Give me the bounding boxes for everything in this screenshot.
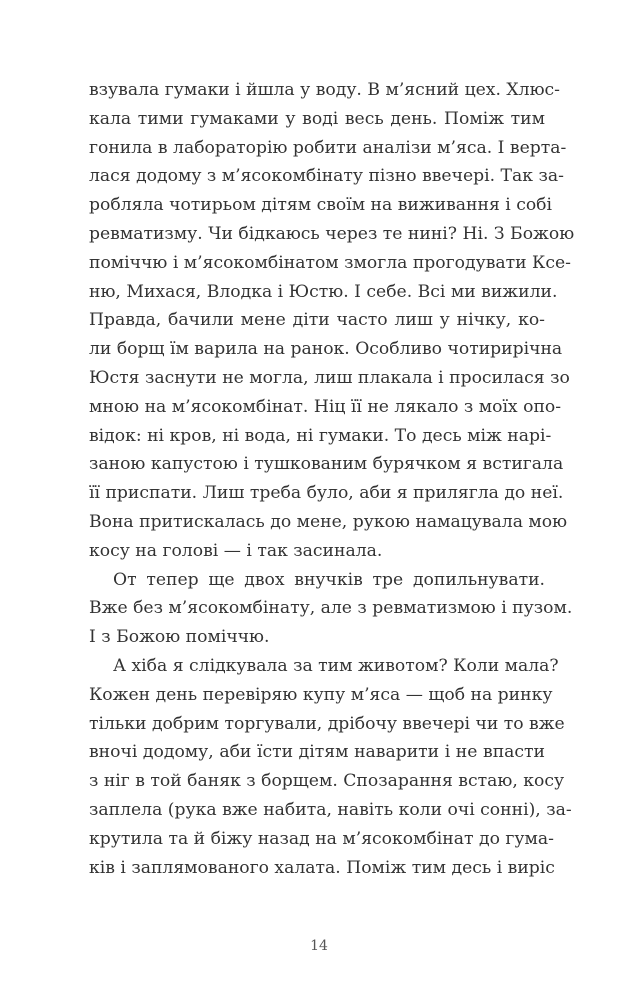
text-line: Правда, бачили мене діти часто лиш у нічку, ко-: [89, 310, 545, 331]
text-line: І з Божою поміччю.: [89, 627, 270, 648]
text-line: гонила в лабораторію робити аналізи м’яса. І верта-: [89, 137, 567, 158]
text-line: відок: ні кров, ні вода, ні гумаки. То десь між нарі-: [89, 425, 552, 446]
text-line: ли борщ їм варила на ранок. Особливо чотирирічна: [89, 339, 563, 360]
text-line: А хіба я слідкувала за тим животом? Коли мала?: [113, 655, 559, 676]
text-line: ню, Михася, Влодка і Юстю. І себе. Всі ми вижили.: [89, 281, 558, 302]
text-line: заною капустою і тушкованим бурячком я встигала: [89, 454, 564, 475]
text-line: тільки добрим торгували, дрібочу ввечері чи то вже: [89, 713, 565, 734]
text-line: ревматизму. Чи бідкаюсь через те нині? Ні. З Божою: [89, 223, 575, 244]
text-line: кала тими гумаками у воді весь день. Поміж тим: [89, 108, 545, 129]
text-line: крутила та й біжу назад на м’ясокомбінат до гума-: [89, 828, 554, 849]
text-line: От тепер ще двох внучків тре допильнувати.: [113, 569, 545, 590]
text-line: Юстя заснути не могла, лиш плакала і просилася зо: [89, 367, 570, 388]
text-line: косу на голові — і так засинала.: [89, 540, 383, 561]
text-line: лася додому з м’ясокомбінату пізно ввечері. Так за-: [89, 166, 564, 187]
text-line: вночі додому, аби їсти дітям наварити і не впасти: [89, 742, 545, 763]
text-line: Кожен день перевіряю купу м’яса — щоб на ринку: [89, 684, 553, 705]
text-line: взувала гумаки і йшла у воду. В м’ясний цех. Хлюс-: [89, 80, 560, 100]
text-line: її приспати. Лиш треба було, аби я прилягла до неї.: [89, 483, 564, 504]
page-number: 14: [310, 938, 328, 954]
page-body: [89, 76, 575, 882]
text-line: поміччю і м’ясокомбінатом змогла прогодувати Ксе-: [89, 252, 571, 273]
text-line: з ніг в той баняк з борщем. Спозарання встаю, косу: [89, 771, 565, 792]
text-line: Вже без м’ясокомбінату, але з ревматизмою і пузом.: [89, 598, 573, 619]
text-line: заплела (рука вже набита, навіть коли очі сонні), за-: [89, 799, 572, 820]
text-line: мною на м’ясокомбінат. Ніц її не лякало з моїх опо-: [89, 396, 562, 417]
text-line: робляла чотирьом дітям своїм на виживання і собі: [89, 195, 553, 216]
text-line: Вона притискалась до мене, рукою намацувала мою: [89, 511, 568, 532]
text-line: ків і заплямованого халата. Поміж тим десь і виріс: [89, 857, 555, 878]
